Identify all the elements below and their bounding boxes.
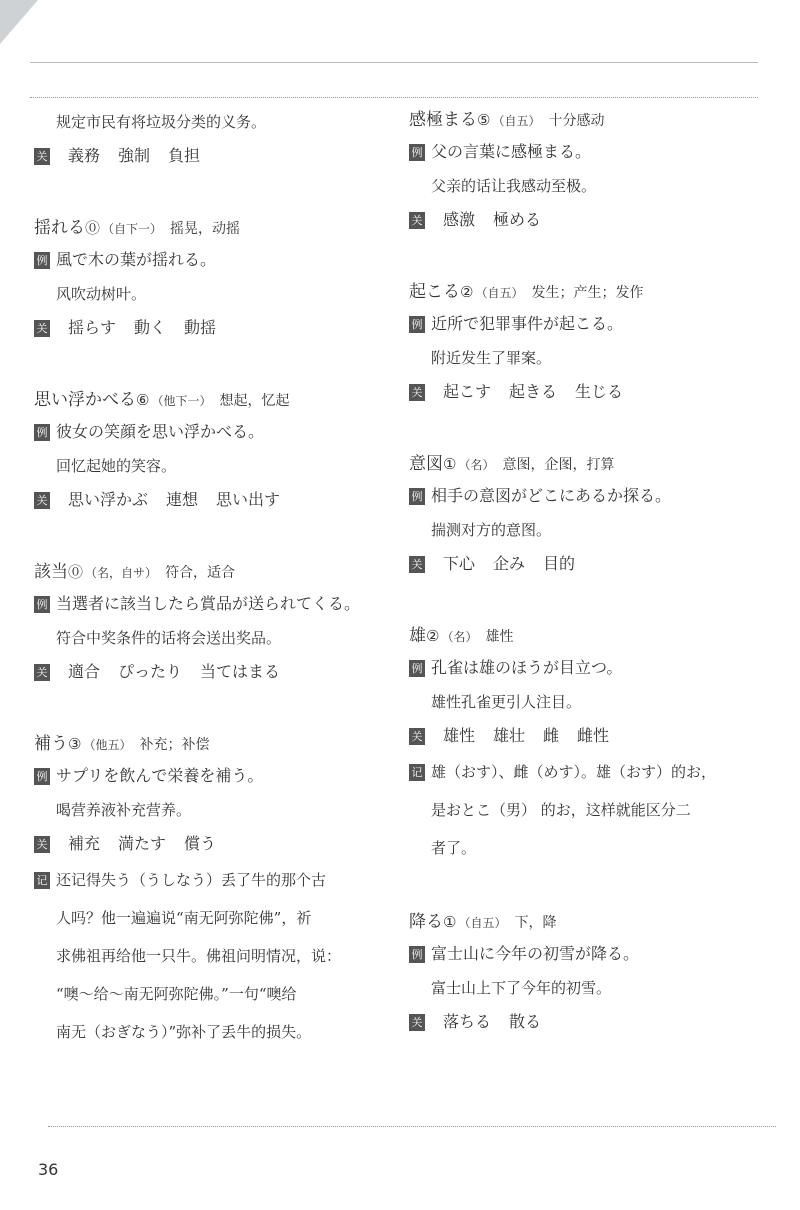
headword-line [409,621,759,651]
headword: 該当 [34,562,68,582]
example-row [34,415,384,449]
vocab-entry [409,621,759,867]
related-tag: 关 [409,212,425,229]
meaning: 发生；产生；发作 [531,285,644,301]
related-row [409,203,759,237]
headword: 意図 [409,454,443,474]
tone-mark: ③ [68,735,82,753]
example-translation: 符合中奖条件的话将会送出奖品。 [56,629,282,647]
part-of-speech: （自五） [492,114,541,128]
note-line: 雄（おす）、雌（めす）。雄（おす）的お， [431,763,717,781]
example-sentence: 相手の意図がどこにあるか探る。 [431,486,672,505]
meaning: 补充；补偿 [139,737,210,753]
example-sentence: 当選者に該当したら賞品が送られてくる。 [56,594,361,613]
related-word: 強制 [118,146,151,165]
related-word: 負担 [168,146,201,165]
part-of-speech: （自下一） [102,222,163,236]
corner-decoration [0,0,38,44]
note-line: 还记得失う（うしなう）丢了牛的那个古 [56,871,327,889]
part-of-speech: （他五） [83,738,132,752]
headword-line [34,213,384,243]
headword: 感極まる [409,110,477,130]
example-row [409,135,759,169]
related-row [34,483,384,517]
vocab-entry [34,729,384,1051]
meaning: 想起，忆起 [219,393,290,409]
related-word: 当てはまる [200,662,281,681]
tone-mark: ② [426,627,440,645]
part-of-speech: （自五） [458,916,507,930]
meaning: 意图，企图，打算 [502,457,615,473]
related-word: 義務 [68,146,101,165]
header-rule [30,62,758,63]
related-word: 動揺 [184,318,217,337]
tone-mark: ① [443,455,457,473]
meaning: 摇晃，动摇 [170,221,241,237]
note-line: 求佛祖再给他一只牛。佛祖问明情况，说： [56,947,342,965]
related-tag: 关 [409,556,425,573]
related-row [34,655,384,689]
related-word: 思い出す [216,490,281,509]
example-tag: 例 [409,144,425,161]
note-tag: 记 [409,764,425,781]
tone-mark: ⓪ [68,563,84,581]
related-word: ぴったり [118,662,183,681]
tone-mark: ⓪ [85,219,101,237]
note-tag: 记 [34,872,50,889]
related-word: 生じる [575,382,624,401]
part-of-speech: （自五） [475,286,524,300]
headword: 雄 [409,626,426,646]
related-word: 感激 [443,210,476,229]
lead-related-row [34,139,384,173]
example-translation: 揣测对方的意图。 [431,521,552,539]
vocab-entry [34,557,384,689]
related-word: 企み [493,554,526,573]
example-sentence: 近所で犯罪事件が起こる。 [431,314,624,333]
memory-note [409,753,759,867]
headword: 思い浮かべる [34,390,136,410]
note-line: “噢～给～南无阿弥陀佛。”一句“噢给 [56,985,297,1003]
note-line: 南无（おぎなう）”弥补了丢牛的损失。 [56,1023,312,1041]
vocab-entry [34,385,384,517]
related-row [34,827,384,861]
related-word: 思い浮かぶ [68,490,149,509]
vocab-entry [409,105,759,237]
example-tag: 例 [409,660,425,677]
part-of-speech: （他下一） [151,394,212,408]
example-sentence: 富士山に今年の初雪が降る。 [431,944,640,963]
related-word: 起きる [509,382,558,401]
related-word: 償う [184,834,217,853]
left-column [34,105,384,1051]
headword-line [34,729,384,759]
related-word: 極める [493,210,542,229]
note-line: 者了。 [431,839,477,857]
meaning: 十分感动 [548,113,605,129]
related-word: 落ちる [443,1012,492,1031]
related-tag: 关 [34,664,50,681]
example-tag: 例 [34,596,50,613]
related-row [409,375,759,409]
related-word: 適合 [68,662,101,681]
related-tag: 关 [34,836,50,853]
headword-line [409,105,759,135]
example-sentence: 彼女の笑顔を思い浮かべる。 [56,422,265,441]
example-tag: 例 [34,252,50,269]
related-word: 雄壮 [493,726,526,745]
example-translation: 喝营养液补充营养。 [56,801,192,819]
vocab-entry [34,213,384,345]
headword-line [409,449,759,479]
footer-dotted-rule [48,1126,776,1127]
related-word: 満たす [118,834,167,853]
related-row [34,311,384,345]
headword: 補う [34,734,68,754]
header-dotted-rule [30,97,758,98]
related-word: 雌性 [577,726,610,745]
example-translation: 风吹动树叶。 [56,285,147,303]
example-row [34,759,384,793]
part-of-speech: （名，自サ） [85,566,158,580]
example-row [34,243,384,277]
related-word: 連想 [166,490,199,509]
example-translation: 回忆起她的笑容。 [56,457,177,475]
example-row [34,587,384,621]
headword: 揺れる [34,218,85,238]
related-row [409,719,759,753]
vocab-entry [409,449,759,581]
example-row [409,651,759,685]
note-line: 人吗？他一遍遍说“南无阿弥陀佛”，祈 [56,909,312,927]
lead-translation: 规定市民有将垃圾分类的义务。 [56,113,267,131]
part-of-speech: （名） [441,630,478,644]
example-translation: 附近发生了罪案。 [431,349,552,367]
related-word: 下心 [443,554,476,573]
tone-mark: ⑥ [136,391,150,409]
page-number: 36 [38,1160,59,1179]
related-tag: 关 [409,384,425,401]
related-tag: 关 [34,320,50,337]
related-tag: 关 [34,148,50,165]
headword: 起こる [409,282,460,302]
headword-line [409,907,759,937]
example-row [409,937,759,971]
meaning: 符合，适合 [165,565,236,581]
tone-mark: ① [443,913,457,931]
related-tag: 关 [409,1014,425,1031]
example-translation: 父亲的话让我感动至极。 [431,177,597,195]
right-column [409,105,759,1039]
meaning: 雄性 [485,629,514,645]
tone-mark: ⑤ [477,111,491,129]
related-word: 揺らす [68,318,117,337]
example-row [409,479,759,513]
example-sentence: サプリを飲んで栄養を補う。 [56,766,264,785]
headword-line [34,557,384,587]
meaning: 下，降 [514,915,557,931]
note-line: 是おとこ（男） 的お，这样就能区分二 [431,801,691,819]
headword-line [34,385,384,415]
headword-line [409,277,759,307]
related-word: 散る [509,1012,542,1031]
example-row [409,307,759,341]
related-row [409,1005,759,1039]
tone-mark: ② [460,283,474,301]
vocab-entry [409,277,759,409]
example-sentence: 父の言葉に感極まる。 [431,142,592,161]
example-tag: 例 [409,488,425,505]
related-word: 起こす [443,382,492,401]
example-translation: 雄性孔雀更引人注目。 [431,693,582,711]
part-of-speech: （名） [458,458,495,472]
related-word: 補充 [68,834,101,853]
related-tag: 关 [409,728,425,745]
example-tag: 例 [34,768,50,785]
example-translation: 富士山上下了今年的初雪。 [431,979,612,997]
related-word: 雄性 [443,726,476,745]
example-sentence: 孔雀は雄のほうが目立つ。 [431,658,623,677]
related-tag: 关 [34,492,50,509]
memory-note [34,861,384,1051]
example-sentence: 風で木の葉が揺れる。 [56,250,217,269]
vocab-entry [409,907,759,1039]
example-tag: 例 [34,424,50,441]
example-tag: 例 [409,946,425,963]
example-tag: 例 [409,316,425,333]
headword: 降る [409,912,443,932]
related-word: 動く [134,318,167,337]
related-word: 雌 [543,726,560,745]
related-word: 目的 [543,554,576,573]
related-row [409,547,759,581]
